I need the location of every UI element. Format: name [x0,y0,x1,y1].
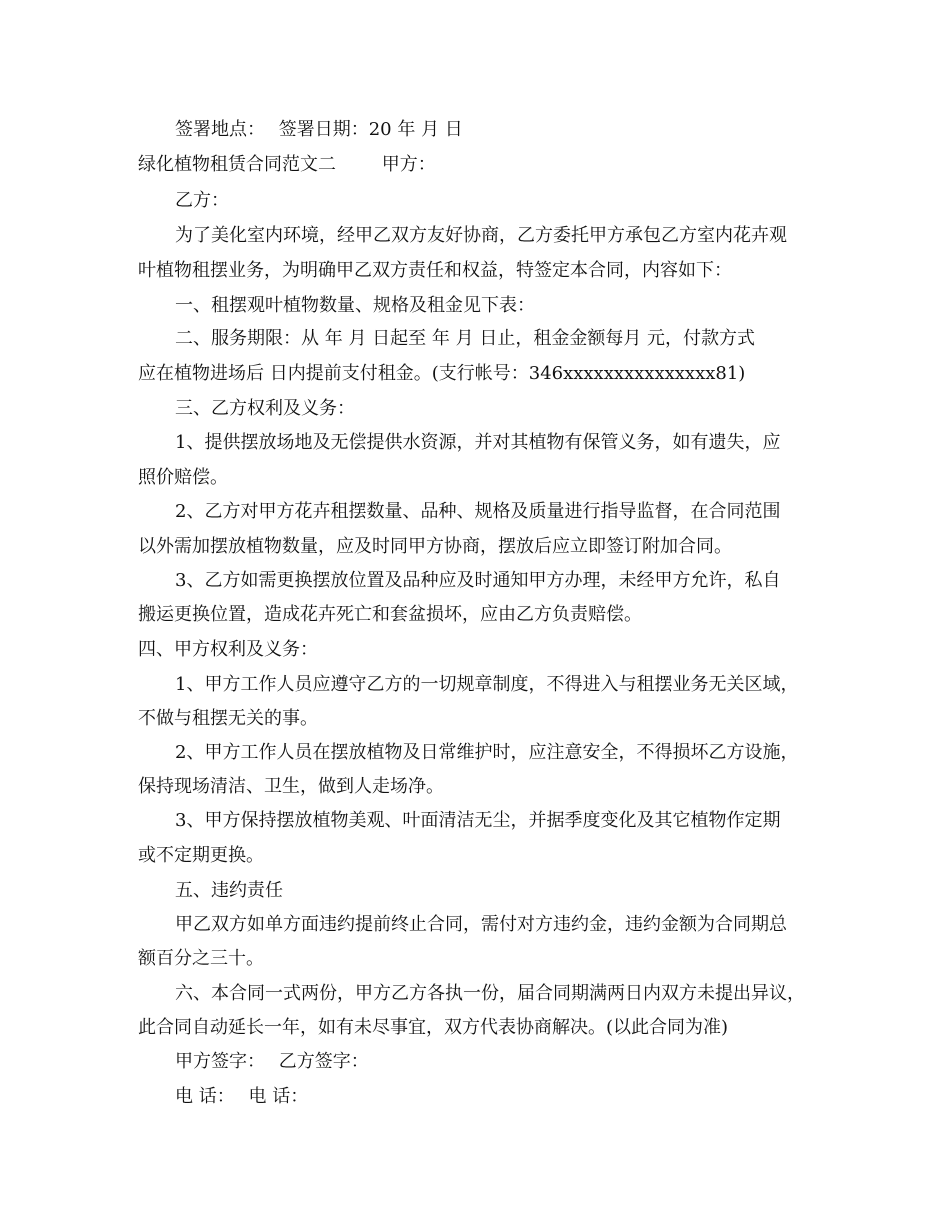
section-3-heading: 三、乙方权利及义务： [175,398,355,419]
section-5-line-1: 甲乙双方如单方面违约提前终止合同，需付对方违约金，违约金额为合同期总 [175,914,787,935]
section-1-heading: 一、租摆观叶植物数量、规格及租金见下表： [175,295,535,316]
document-title: 绿化植物租赁合同范文二 [138,154,336,175]
section-3-item-2-line-1: 2、乙方对甲方花卉租摆数量、品种、规格及质量进行指导监督，在合同范围 [175,501,781,522]
section-3-item-3-line-2: 搬运更换位置，造成花卉死亡和套盆损坏，应由乙方负责赔偿。 [138,604,642,625]
party-a-signature-label: 甲方签字： [175,1051,265,1072]
signature-line [175,1050,369,1074]
section-4-item-1-line-1: 1、甲方工作人员应遵守乙方的一切规章制度，不得进入与租摆业务无关区域， [175,674,799,695]
section-2-line-1: 二、服务期限：从 年 月 日起至 年 月 日止，租金金额每月 元，付款方式 [175,328,756,349]
section-3-item-1-line-2: 照价赔偿。 [138,467,228,488]
intro-line-1: 为了美化室内环境，经甲乙双方友好协商，乙方委托甲方承包乙方室内花卉观 [175,225,787,246]
section-3-item-1-line-1: 1、提供摆放场地及无偿提供水资源，并对其植物有保管义务，如有遗失，应 [175,432,781,453]
heading-line [138,153,436,177]
section-4-item-3-line-1: 3、甲方保持摆放植物美观、叶面清洁无尘，并据季度变化及其它植物作定期 [175,810,781,831]
section-6-line-1: 六、本合同一式两份，甲方乙方各执一份，届合同期满两日内双方未提出异议， [175,983,805,1004]
party-a-label: 甲方： [381,154,436,175]
section-2-line-2: 应在植物进场后 日内提前支付租金。(支行帐号：346xxxxxxxxxxxxxxx81) [138,363,746,384]
signing-line [175,118,463,142]
phone-line [175,1085,308,1109]
section-3-item-3-line-1: 3、乙方如需更换摆放位置及品种应及时通知甲方办理，未经甲方允许，私自 [175,570,781,591]
party-b-signature-label: 乙方签字： [278,1051,369,1072]
intro-line-2: 叶植物租摆业务，为明确甲乙双方责任和权益，特签定本合同，内容如下： [138,260,732,281]
section-4-heading: 四、甲方权利及义务： [138,639,318,660]
section-5-line-2: 额百分之三十。 [138,948,264,969]
section-4-item-2-line-1: 2、甲方工作人员在摆放植物及日常维护时，应注意安全，不得损坏乙方设施， [175,742,799,763]
section-3-item-2-line-2: 以外需加摆放植物数量，应及时同甲方协商，摆放后应立即签订附加合同。 [138,536,732,557]
signing-date-label: 签署日期：20 年 月 日 [278,119,463,140]
section-4-item-1-line-2: 不做与租摆无关的事。 [138,708,318,729]
section-4-item-2-line-2: 保持现场清洁、卫生，做到人走场净。 [138,776,444,797]
section-6-line-2: 此合同自动延长一年，如有未尽事宜，双方代表协商解决。(以此合同为准) [138,1017,729,1038]
section-5-heading: 五、违约责任 [175,880,283,901]
section-4-item-3-line-2: 或不定期更换。 [138,845,264,866]
party-b-label: 乙方： [175,190,229,211]
party-b-phone-label: 电 话： [248,1086,309,1107]
signing-place-label: 签署地点： [175,119,265,140]
party-a-phone-label: 电 话： [175,1086,235,1107]
